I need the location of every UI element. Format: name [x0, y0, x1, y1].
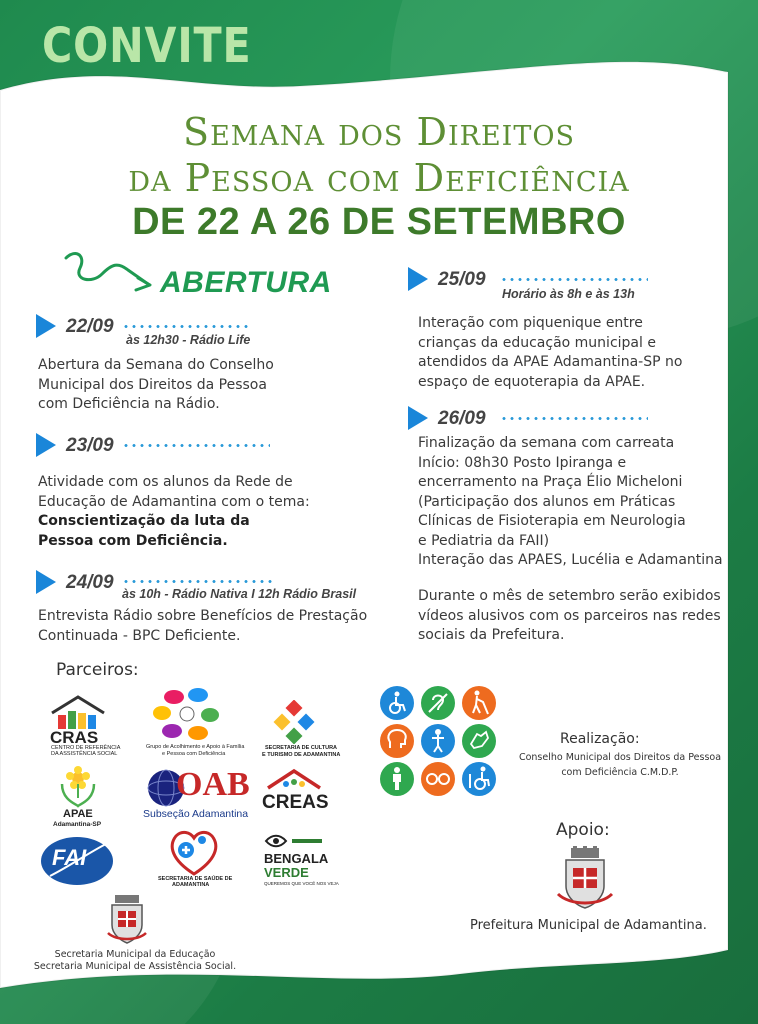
blind-cane-icon: [462, 686, 496, 720]
organizer-heading: Realização:: [560, 731, 640, 747]
oab-name: OAB: [176, 766, 250, 803]
title-line-1: Semana dos Direitos: [183, 110, 575, 154]
hands-logo-sub: Grupo de Acolhimento e Apoio à Família: [146, 744, 245, 750]
eye-icon: [264, 832, 324, 850]
event-date: 25/09: [438, 269, 486, 290]
cras-sub: DA ASSISTÊNCIA SOCIAL: [51, 751, 118, 757]
culture-logo-sub: E TURISMO DE ADAMANTINA: [262, 752, 341, 758]
secretarias-text: Secretaria Municipal da Educação Secretaria Municipal de Assistência Social.: [33, 949, 237, 972]
event-description: Atividade com os alunos da Rede de Educação de Adamantina com o tema: Conscientização da luta da Pessoa com Deficiência.: [38, 474, 310, 549]
closing-note: Durante o mês de setembro serão exibidos vídeos alusivos com os parceiros nas redes sociais da Prefeitura.: [418, 588, 721, 643]
arrow-icon: [36, 570, 56, 594]
hands-logo-icon: [152, 683, 222, 745]
cras-logo-icon: [48, 695, 108, 731]
support-heading: Apoio:: [556, 820, 610, 840]
sign-language-icon: [462, 724, 496, 758]
apae-flower-icon: [56, 764, 100, 808]
dotted-line: [122, 444, 270, 447]
city-coat-of-arms-icon: [554, 846, 616, 912]
arrow-icon: [408, 267, 428, 291]
dotted-line: [122, 325, 250, 328]
partners-heading: Parceiros:: [56, 660, 139, 680]
dotted-line: [500, 278, 648, 281]
date-range: DE 22 A 26 DE SETEMBRO: [132, 201, 626, 243]
event-detail: Horário às 8h e às 13h: [502, 287, 635, 301]
creas-name: CREAS: [262, 792, 329, 813]
event-description: Abertura da Semana do Conselho Municipal dos Direitos da Pessoa com Deficiência na Rádio.: [38, 357, 274, 412]
arrow-icon: [36, 433, 56, 457]
event-date: 24/09: [66, 572, 114, 593]
event-date: 23/09: [66, 435, 114, 456]
event-detail: às 12h30 - Rádio Life: [126, 333, 251, 347]
arrow-icon: [36, 314, 56, 338]
creas-roof-icon: [264, 768, 324, 790]
culture-logo-icon: [272, 700, 316, 744]
hands-logo-sub: e Pessoa com Deficiência: [162, 751, 226, 757]
person-standing-icon: [421, 724, 455, 758]
dotted-line: [122, 580, 272, 583]
event-date: 26/09: [438, 408, 486, 429]
mind-icon: [380, 724, 414, 758]
health-logo-sub: SECRETARIA DE SAÚDE DE: [158, 876, 233, 882]
organizer-text: Conselho Municipal dos Direitos da Pessoa com Deficiência C.M.D.P.: [518, 752, 722, 778]
health-logo-sub: ADAMANTINA: [172, 882, 210, 888]
event-description: Entrevista Rádio sobre Benefícios de Prestação Continuada - BPC Deficiente.: [38, 608, 368, 644]
bengala-sub: QUEREMOS QUE VOCÊ NOS VEJA: [264, 881, 339, 886]
event-date: 22/09: [66, 316, 114, 337]
person-icon: [380, 762, 414, 796]
cras-sub: CENTRO DE REFERÊNCIA: [51, 745, 121, 751]
dotted-line: [500, 417, 648, 420]
culture-logo-sub: SECRETARIA DE CULTURA: [265, 745, 338, 751]
coat-of-arms-icon: [104, 893, 150, 945]
glasses-icon: [421, 762, 455, 796]
oab-sub: Subseção Adamantina: [143, 808, 249, 820]
apae-name: APAE: [63, 808, 93, 820]
title-line-2: da Pessoa com Deficiência: [128, 156, 630, 200]
wheelchair-assist-icon: [462, 762, 496, 796]
wheelchair-icon: [380, 686, 414, 720]
support-text: Prefeitura Municipal de Adamantina.: [470, 918, 707, 933]
health-logo-icon: [166, 826, 222, 878]
invite-label: CONVITE: [42, 18, 252, 74]
fai-name: FAI: [52, 845, 87, 870]
event-description: Finalização da semana com carreata Início: 08h30 Posto Ipiranga e encerramento na Praça Élio Micheloni (Participação dos alunos em Práticas Clínicas de Fisioterapia em Neurologia e Pediatria da FAII) Interação das APAES, Lucélia e Adamantina: [418, 435, 723, 568]
cras-name: CRAS: [50, 728, 99, 747]
curl-arrow-icon: [62, 244, 154, 298]
arrow-icon: [408, 406, 428, 430]
apae-sub: Adamantina-SP: [53, 821, 102, 828]
bengala-line1: BENGALA: [264, 851, 329, 866]
bengala-line2: VERDE: [264, 865, 309, 880]
event-description: Interação com piquenique entre crianças da educação municipal e atendidos da APAE Adamantina-SP no espaço de equoterapia da APAE.: [418, 315, 683, 390]
opening-heading: ABERTURA: [160, 266, 332, 299]
event-detail: às 10h - Rádio Nativa I 12h Rádio Brasil: [122, 587, 357, 601]
hearing-icon: [421, 686, 455, 720]
